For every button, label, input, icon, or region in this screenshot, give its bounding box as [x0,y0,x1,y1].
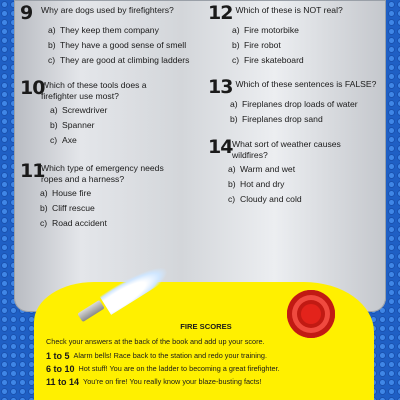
answer-option: b) They have a good sense of smell [48,40,187,50]
question-text: Which of these tools does a firefighter use most? [41,80,147,101]
question-14 [208,138,358,209]
question-text: Which type of emergency needs ropes and a harness? [41,163,164,184]
answer-option: a) House fire [40,188,92,198]
question-number: 14 [208,136,233,158]
question-11 [20,162,170,233]
scores-intro: Check your answers at the back of the book and add up your score. [46,337,265,346]
score-row [46,351,366,361]
question-number: 10 [20,77,45,99]
score-row [46,364,366,374]
score-row [46,377,366,387]
answer-option: b) Fire robot [232,40,281,50]
answer-option: a) Fire motorbike [232,25,299,35]
question-12 [208,4,383,70]
question-text: What sort of weather causes wildfires? [231,139,341,160]
question-9 [20,4,200,70]
answer-option: c) They are good at climbing ladders [48,55,190,65]
answer-option: c) Fire skateboard [232,55,304,65]
answer-option: b) Cliff rescue [40,203,95,213]
answer-option: b) Hot and dry [228,179,285,189]
score-range: 6 to 10 [46,364,75,374]
score-text: Hot stuff! You are on the ladder to becoming a great firefighter. [78,364,280,373]
question-10 [20,79,160,150]
answer-option: c) Axe [50,135,77,145]
question-number: 13 [208,76,233,98]
answer-option: a) Fireplanes drop loads of water [230,99,358,109]
score-text: Alarm bells! Race back to the station and redo your training. [73,351,267,360]
question-text: Which of these is NOT real? [235,5,343,15]
score-range: 1 to 5 [46,351,70,361]
question-number: 12 [208,2,233,24]
fire-scores [46,322,366,390]
question-number: 11 [20,160,45,182]
answer-option: c) Cloudy and cold [228,194,302,204]
score-text: You're on fire! You really know your blaze-busting facts! [83,377,262,386]
score-range: 11 to 14 [46,377,80,387]
scores-title: FIRE SCORES [180,322,232,331]
answer-option: a) They keep them company [48,25,159,35]
question-number: 9 [20,2,33,24]
answer-option: c) Road accident [40,218,107,228]
answer-option: a) Screwdriver [50,105,108,115]
answer-option: a) Warm and wet [228,164,296,174]
answer-option: b) Fireplanes drop sand [230,114,323,124]
question-text: Why are dogs used by firefighters? [41,5,174,15]
question-13 [208,78,383,129]
answer-option: b) Spanner [50,120,95,130]
question-text: Which of these sentences is FALSE? [235,79,377,89]
